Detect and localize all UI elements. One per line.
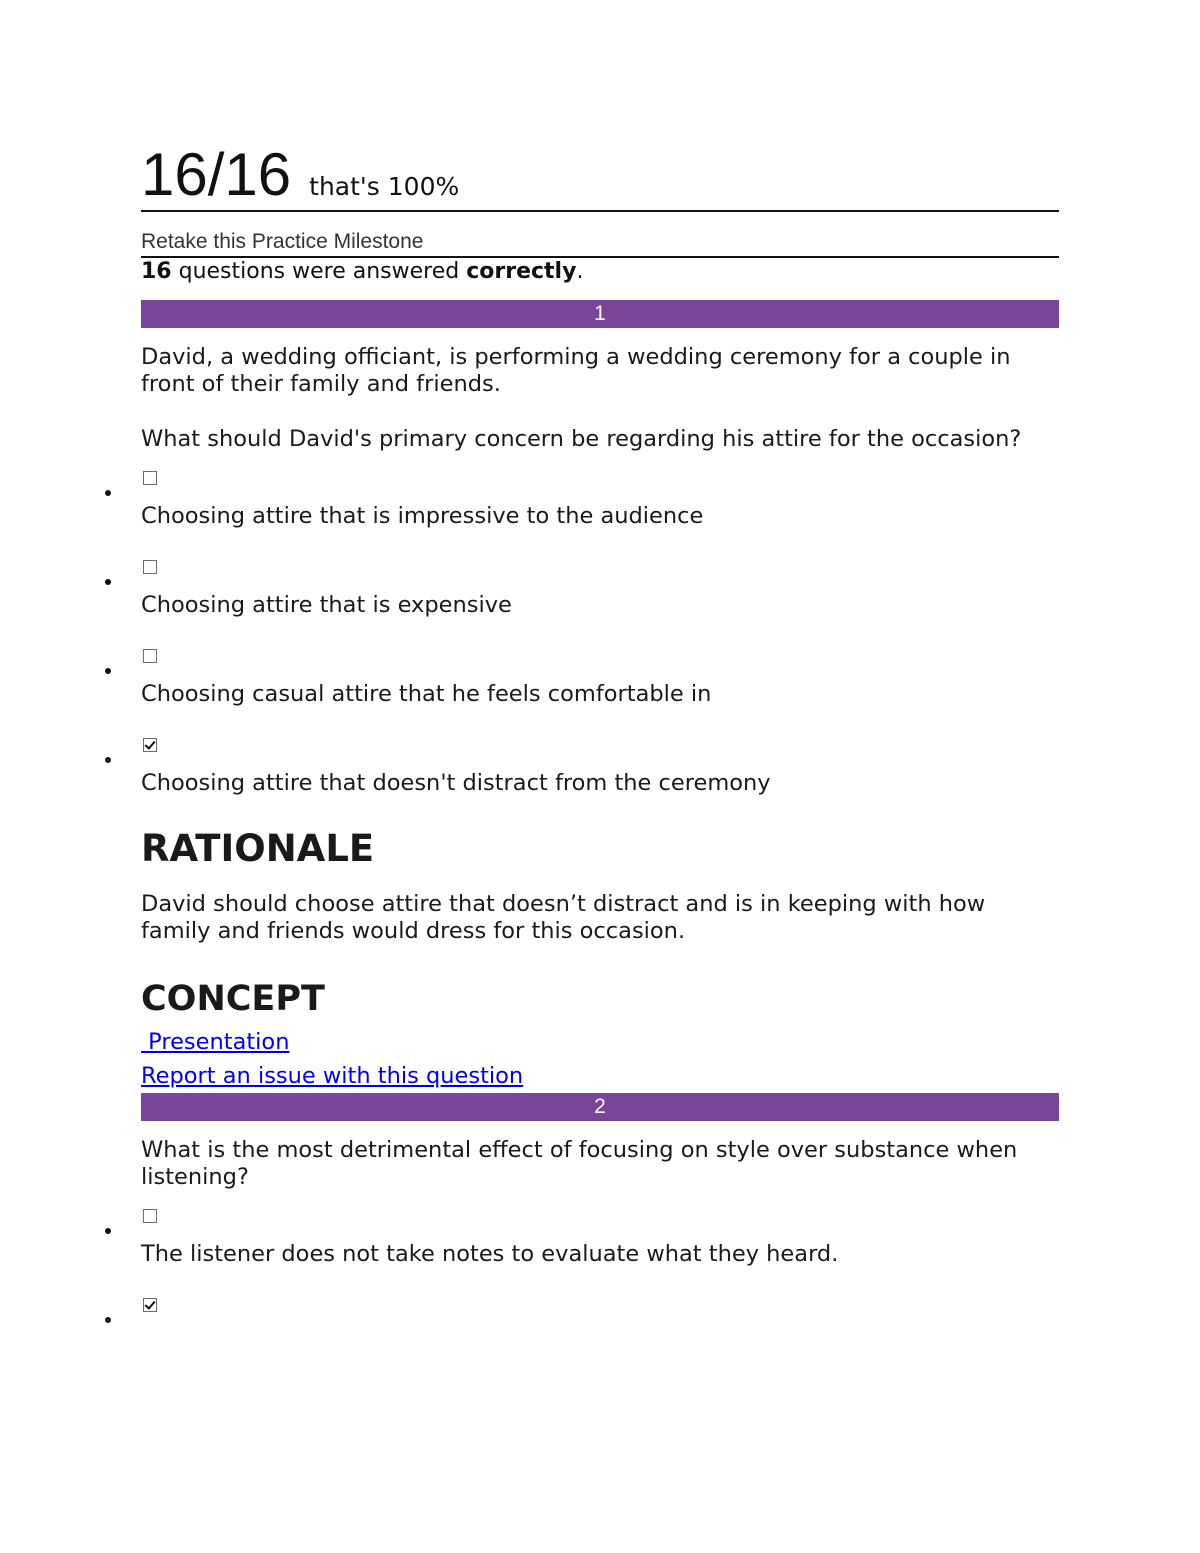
answered-count: 16 (141, 259, 172, 284)
answer-option (141, 560, 1059, 619)
answer-option-text: Choosing attire that is impressive to the audience (141, 503, 704, 529)
score-header (141, 140, 1059, 212)
rationale-text: David should choose attire that doesn’t distract and is in keeping with how family and friends would dress for this occasion. (141, 891, 986, 944)
question-number-bar: 1 (141, 300, 1059, 328)
answer-checkbox[interactable] (143, 1209, 157, 1223)
question-prompt: David, a wedding officiant, is performing a wedding ceremony for a couple in front of their family and friends. (141, 344, 1011, 397)
answered-summary (141, 258, 1059, 286)
question-number-bar: 2 (141, 1093, 1059, 1121)
answer-checkbox-checked[interactable] (143, 1298, 157, 1312)
report-issue-link[interactable]: Report an issue with this question (141, 1063, 524, 1089)
answer-option-text: Choosing attire that is expensive (141, 592, 512, 618)
answer-option-text: Choosing attire that doesn't distract from the ceremony (141, 770, 771, 796)
score-fraction: 16/16 (141, 141, 292, 208)
answered-middle-text: questions were answered (171, 259, 467, 284)
answer-options-list (141, 471, 1059, 797)
answer-option (141, 1298, 1059, 1312)
answered-correctly-text: correctly (466, 259, 577, 284)
answer-option (141, 649, 1059, 708)
rationale-heading: RATIONALE (141, 827, 375, 870)
answer-option (141, 1209, 1059, 1268)
answer-option-text: The listener does not take notes to evaluate what they heard. (141, 1241, 839, 1267)
answered-end-text: . (576, 259, 584, 284)
answer-checkbox[interactable] (143, 560, 157, 574)
concept-heading: CONCEPT (141, 979, 325, 1019)
answer-checkbox[interactable] (143, 471, 157, 485)
score-percent: that's 100% (309, 172, 460, 201)
answer-checkbox-checked[interactable] (143, 738, 157, 752)
answer-checkbox[interactable] (143, 649, 157, 663)
answer-option (141, 471, 1059, 530)
answer-option-text: Choosing casual attire that he feels comfortable in (141, 681, 712, 707)
question-prompt: What should David's primary concern be regarding his attire for the occasion? (141, 426, 1022, 452)
quiz-results-page (141, 140, 1059, 1342)
answer-option (141, 738, 1059, 797)
retake-milestone-link[interactable]: Retake this Practice Milestone (141, 212, 1059, 258)
concept-link[interactable]: Presentation (141, 1029, 290, 1055)
question-prompt: What is the most detrimental effect of focusing on style over substance when listening? (141, 1137, 1018, 1190)
answer-options-list (141, 1209, 1059, 1312)
